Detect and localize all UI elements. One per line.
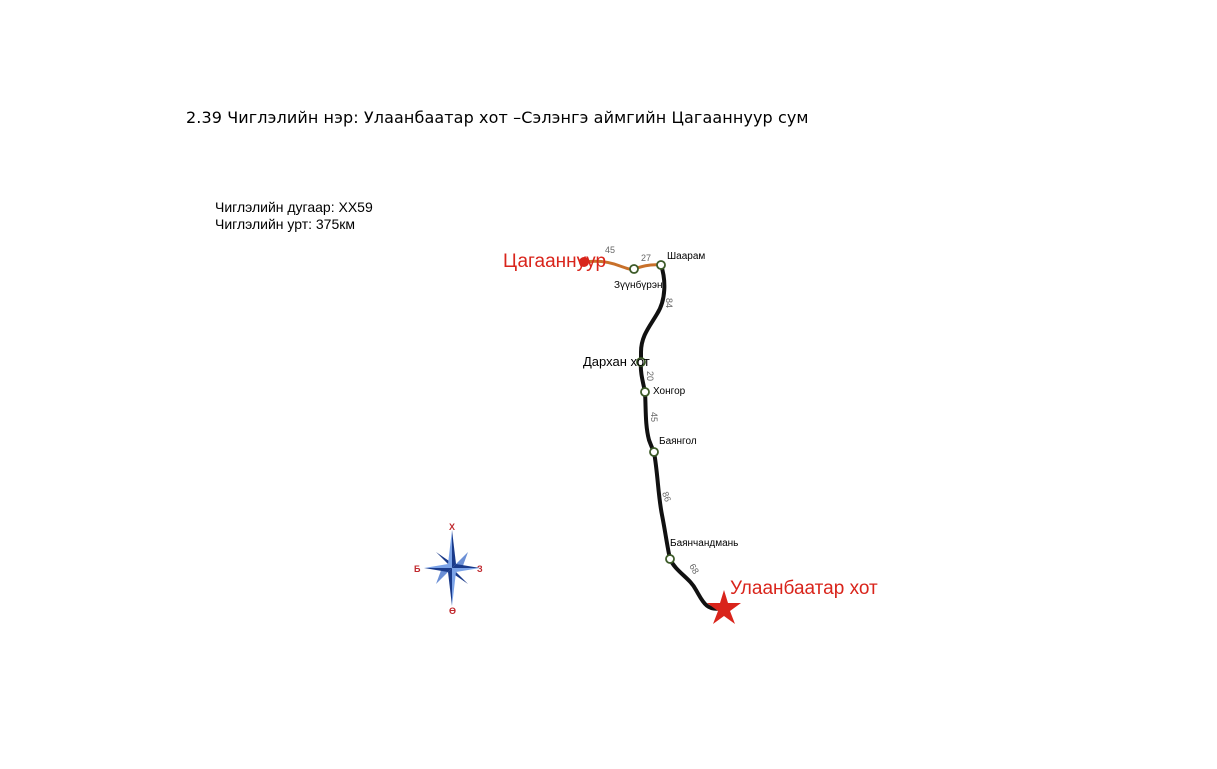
distance-shaaram-darkhan: 84 xyxy=(664,298,674,309)
distance-khongor-bayangol: 45 xyxy=(649,412,659,423)
stop-label-bayangol: Баянгол xyxy=(659,436,697,447)
stop-label-darkhan: Дархан хот xyxy=(583,354,650,369)
distance-zuunburen-shaaram: 27 xyxy=(641,253,652,263)
stop-label-shaaram: Шаарам xyxy=(667,251,706,262)
stop-label-bayanchandmani: Баянчандмань xyxy=(670,538,739,549)
compass-west: Б xyxy=(414,564,421,574)
map-title: 2.39 Чиглэлийн нэр: Улаанбаатар хот –Сэлэнгэ аймгийн Цагааннуур сум xyxy=(186,108,809,127)
stop-label-zuunburen: Зүүнбүрэн xyxy=(614,280,663,291)
stop-circle-khongor xyxy=(641,388,649,396)
start-label: Цагааннуур xyxy=(503,251,607,272)
stop-label-khongor: Хонгор xyxy=(653,386,686,397)
compass-east: З xyxy=(477,564,483,574)
compass-north: Х xyxy=(449,522,456,532)
distance-bayanchandmani-ulaanbaatar: 68 xyxy=(687,562,701,576)
end-label: Улаанбаатар хот xyxy=(730,578,878,599)
stop-circle-bayangol xyxy=(650,448,658,456)
distance-tsagaannuur-zuunburen: 45 xyxy=(605,245,616,255)
stop-circle-bayanchandmani xyxy=(666,555,674,563)
route-number: Чиглэлийн дугаар: ХХ59 xyxy=(215,199,373,215)
compass-rose-icon xyxy=(424,530,480,606)
distance-bayangol-bayanchandmani: 86 xyxy=(660,490,673,504)
compass-south: Ө xyxy=(449,606,457,616)
stop-circle-zuunburen xyxy=(630,265,638,273)
route-length: Чиглэлийн урт: 375км xyxy=(215,216,356,232)
distance-darkhan-khongor: 20 xyxy=(645,371,655,382)
stop-circle-shaaram xyxy=(657,261,665,269)
